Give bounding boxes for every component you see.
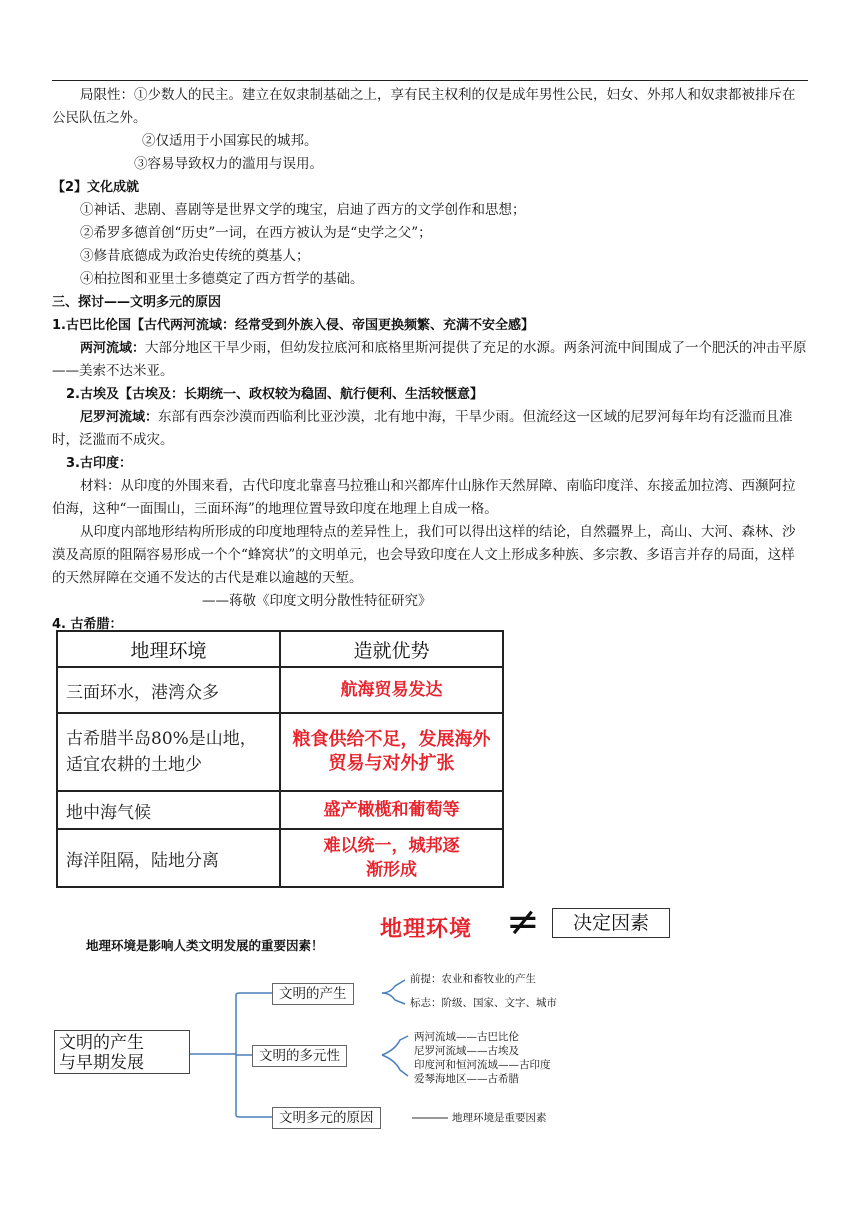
babylon-text: 大部分地区干旱少雨，但幼发拉底河和底格里斯河提供了充足的水源。两条河流中间围成了一个肥沃的冲击平原——美索不达米亚。 — [52, 340, 807, 379]
adv-cell: 粮食供给不足，发展海外贸易与对外扩张 — [280, 713, 503, 791]
greece-title: 4. 古希腊： — [52, 617, 123, 632]
egypt-label: 尼罗河流域： — [80, 410, 159, 425]
mindmap-leaf: 印度河和恒河流域——古印度 — [414, 1059, 551, 1071]
mindmap-leaf: 标志：阶级、国家、文字、城市 — [410, 997, 557, 1009]
india-title: 3.古印度： — [66, 456, 132, 471]
limits-line-3: ③容易导致权力的滥用与误用。 — [134, 156, 323, 172]
section3-heading: 三、探讨——文明多元的原因 — [52, 295, 222, 310]
env-cell: 三面环水，港湾众多 — [57, 667, 280, 713]
banner-label: 地理环境 — [380, 916, 473, 942]
culture-item: ④柏拉图和亚里士多德奠定了西方哲学的基础。 — [80, 271, 364, 287]
culture-item: ②希罗多德首创“历史”一词，在西方被认为是“史学之父”； — [80, 225, 432, 241]
table-header: 造就优势 — [280, 631, 503, 667]
env-cell: 海洋阻隔，陆地分离 — [57, 829, 280, 887]
table-header: 地理环境 — [57, 631, 280, 667]
babylon-label: 两河流域： — [80, 341, 146, 356]
adv-cell: 盛产橄榄和葡萄等 — [280, 791, 503, 829]
culture-item: ①神话、悲剧、喜剧等是世界文学的瑰宝，启迪了西方的文学创作和思想； — [80, 202, 526, 218]
mindmap-root — [54, 1030, 190, 1074]
limits-line-2: ②仅适用于小国寡民的城邦。 — [142, 133, 318, 149]
mindmap-leaf: 地理环境是重要因素 — [452, 1112, 547, 1124]
babylon-title: 1.古巴比伦国【古代两河流域：经常受到外族入侵、帝国更换频繁、充满不安全感】 — [52, 318, 534, 333]
mindmap-leaf: 两河流域——古巴比伦 — [414, 1031, 519, 1043]
mindmap-root-line2: 与早期发展 — [59, 1053, 144, 1073]
mindmap-node: 文明的产生 — [272, 983, 354, 1005]
important-note: 地理环境是影响人类文明发展的重要因素！ — [86, 938, 324, 953]
adv-cell: 难以统一，城邦逐渐形成 — [280, 829, 503, 887]
mindmap-leaf: 尼罗河流域——古埃及 — [414, 1045, 519, 1057]
mindmap-leaf: 前提：农业和畜牧业的产生 — [410, 973, 536, 985]
mindmap-root-line1: 文明的产生 — [59, 1033, 144, 1053]
india-para2: 从印度内部地形结构所形成的印度地理特点的差异性上，我们可以得出这样的结论，自然疆界上，高山、大河、森林、沙漠及高原的阻隔容易形成一个个“蜂窝状”的文明单元，也会导致印度在人文上形成多种族、多宗教、多语言并存的局面，这样的天然屏障在交通不发达的古代是难以逾越的天堑。 — [52, 524, 796, 586]
not-equal-icon: ≠ — [506, 899, 540, 945]
india-material: 材料：从印度的外围来看，古代印度北靠喜马拉雅山和兴都库什山脉作天然屏障、南临印度洋、东接孟加拉湾、西濒阿拉伯海，这种“一面围山，三面环海”的地理位置导致印度在地理上自成一格。 — [52, 478, 796, 517]
env-cell: 地中海气候 — [57, 791, 280, 829]
mindmap-node: 文明多元的原因 — [272, 1107, 381, 1129]
egypt-title: 2.古埃及【古埃及：长期统一、政权较为稳固、航行便利、生活较惬意】 — [66, 387, 483, 402]
env-cell: 古希腊半岛80%是山地，适宜农耕的土地少 — [57, 713, 280, 791]
mindmap-node: 文明的多元性 — [252, 1045, 347, 1067]
india-source: ——蒋敬《印度文明分散性特征研究》 — [202, 593, 432, 609]
adv-cell: 航海贸易发达 — [280, 667, 503, 713]
mindmap-leaf: 爱琴海地区——古希腊 — [414, 1073, 519, 1085]
decisive-factor-box: 决定因素 — [552, 908, 670, 938]
culture-item: ③修昔底德成为政治史传统的奠基人； — [80, 248, 310, 264]
limits-line-1: 局限性：①少数人的民主。建立在奴隶制基础之上，享有民主权利的仅是成年男性公民，妇女、外邦人和奴隶都被排斥在公民队伍之外。 — [52, 87, 796, 126]
culture-heading: 【2】文化成就 — [52, 180, 140, 195]
egypt-text: 东部有西奈沙漠而西临利比亚沙漠，北有地中海，干旱少雨。但流经这一区域的尼罗河每年均有泛滥而且准时，泛滥而不成灾。 — [52, 409, 793, 448]
